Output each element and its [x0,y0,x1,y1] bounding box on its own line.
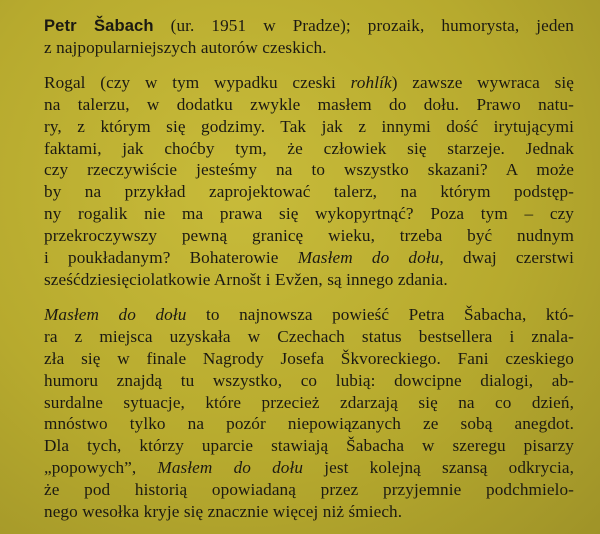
text-line: zła się w finale Nagrody Josefa Škvoreckiego. Fani czeskiego [44,348,574,368]
text-line: faktami, jak choćby tym, że człowiek się starzeje. Jednak [44,138,574,158]
text-line: by na przykład zaprojektować talerz, na którym podstęp- [44,182,574,202]
text-line: przekroczywszy pewną granicę wieku, trzeba być nudnym [44,226,574,246]
text-line: ny rogalik nie ma prawa się wykopyrtnąć? Poza tym – czy [44,204,574,224]
text-line: ry, z którym się godzimy. Tak jak z innymi dość irytującymi [44,116,574,136]
text-line: i poukładanym? Bohaterowie Masłem do dołu, dwaj czerstwi [44,248,574,268]
text-line: na talerzu, w dodatku zwykle masłem do dołu. Prawo natu- [44,94,574,114]
text-line: że pod historią opowiadaną przez przyjemnie podchmielo- [44,480,574,500]
text-line: Rogal (czy w tym wypadku czeski rohlík) zawsze wywraca się [44,72,575,92]
text-line: mnóstwo tylko na pozór niepowiązanych ze sobą anegdot. [44,414,574,434]
author-name: Petr Šabach [44,16,154,35]
text-line: Masłem do dołu to najnowsza powieść Petra Šabacha, któ- [44,304,574,324]
text-line: z najpopularniejszych autorów czeskich. [44,37,327,57]
text-line: ra z miejsca uzyskała w Czechach status bestsellera i znala- [44,326,574,346]
text-line: humoru znajdą tu wszystko, co lubią: dowcipne dialogi, ab- [44,370,574,390]
blurb-text [44,15,574,534]
paragraph-story [44,72,574,291]
text-line: nego wesołka kryje się znacznie więcej niż śmiech. [44,502,403,522]
text-line: Petr Šabach (ur. 1951 w Pradze); prozaik, humorysta, jeden [44,16,574,35]
text-line: surdalne sytuacje, które przecież zdarzają się na co dzień, [44,392,574,412]
text-line: „popowych”, Masłem do dołu jest kolejną szansą odkrycia, [44,458,574,478]
text-line: sześćdziesięciolatkowie Arnošt i Evžen, są innego zdania. [44,269,448,289]
paragraph-review [44,304,574,523]
text-line: Dla tych, którzy uparcie stawiają Šabacha w szeregu pisarzy [44,436,574,456]
text-line: czy rzeczywiście jesteśmy na to wszystko skazani? A może [44,160,574,180]
paragraph-author-bio [44,15,574,59]
